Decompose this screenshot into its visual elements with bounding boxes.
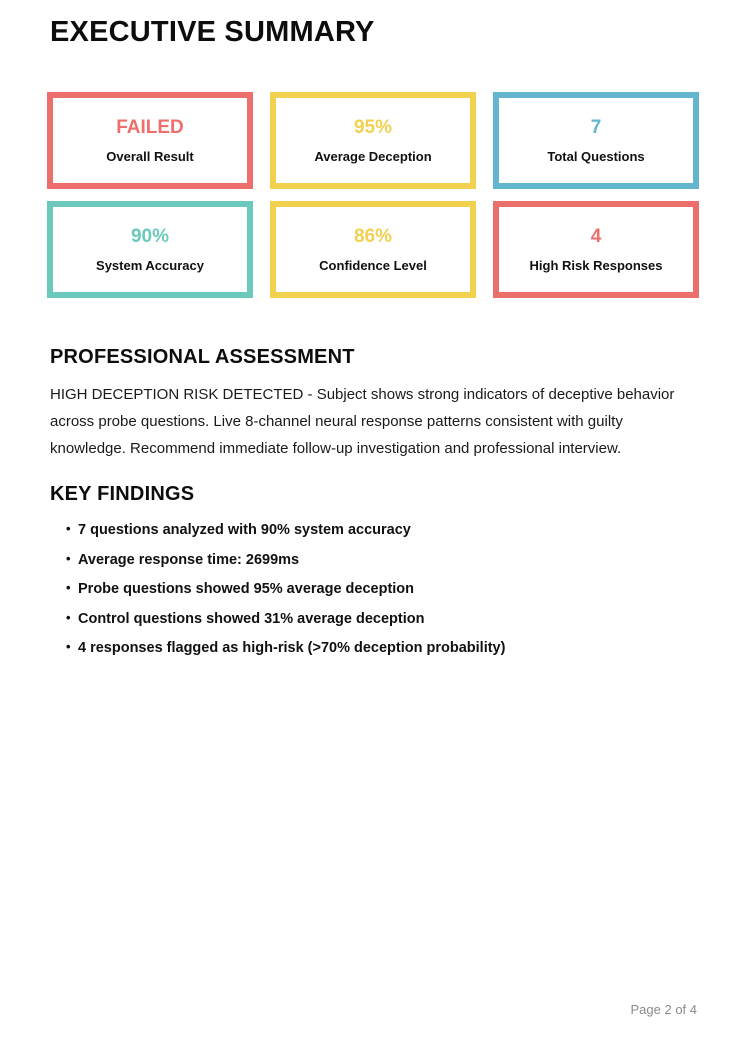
metric-card-system-accuracy: [47, 201, 253, 298]
key-finding-item: • 4 responses flagged as high-risk (>70% deception probability): [66, 641, 686, 656]
metric-value: 95%: [353, 117, 393, 138]
metric-card-average-deception: [270, 92, 476, 189]
key-findings-heading: KEY FINDINGS: [50, 483, 195, 505]
key-finding-item: • 7 questions analyzed with 90% system accuracy: [66, 523, 686, 538]
key-finding-item: • Average response time: 2699ms: [66, 553, 686, 568]
metric-label: Average Deception: [314, 149, 432, 164]
page-number: Page 2 of 4: [630, 1002, 697, 1017]
metric-value: 7: [590, 117, 602, 138]
metric-card-total-questions: [493, 92, 699, 189]
metric-label: High Risk Responses: [529, 258, 663, 273]
key-finding-item: • Control questions showed 31% average deception: [66, 612, 686, 627]
professional-assessment-heading: PROFESSIONAL ASSESSMENT: [50, 346, 355, 368]
metric-card-confidence-level: [270, 201, 476, 298]
metric-card-overall-result: [47, 92, 253, 189]
summary-cards-grid: [47, 92, 699, 298]
metric-label: System Accuracy: [96, 258, 204, 273]
metric-label: Overall Result: [106, 149, 194, 164]
professional-assessment-body: HIGH DECEPTION RISK DETECTED - Subject shows strong indicators of deceptive behavior across probe questions. Live 8-channel neural response patterns consistent with guilty knowledge. Recommend immediate follow-up investigation and professional interview.: [50, 386, 675, 457]
key-findings-list: [66, 523, 686, 671]
metric-value: 86%: [353, 226, 393, 247]
key-finding-item: • Probe questions showed 95% average deception: [66, 582, 686, 597]
metric-card-high-risk-responses: [493, 201, 699, 298]
metric-label: Confidence Level: [319, 258, 427, 273]
metric-value: 4: [590, 226, 602, 247]
metric-value: FAILED: [116, 117, 184, 138]
page-title: EXECUTIVE SUMMARY: [50, 16, 375, 48]
metric-label: Total Questions: [547, 149, 645, 164]
metric-value: 90%: [130, 226, 170, 247]
